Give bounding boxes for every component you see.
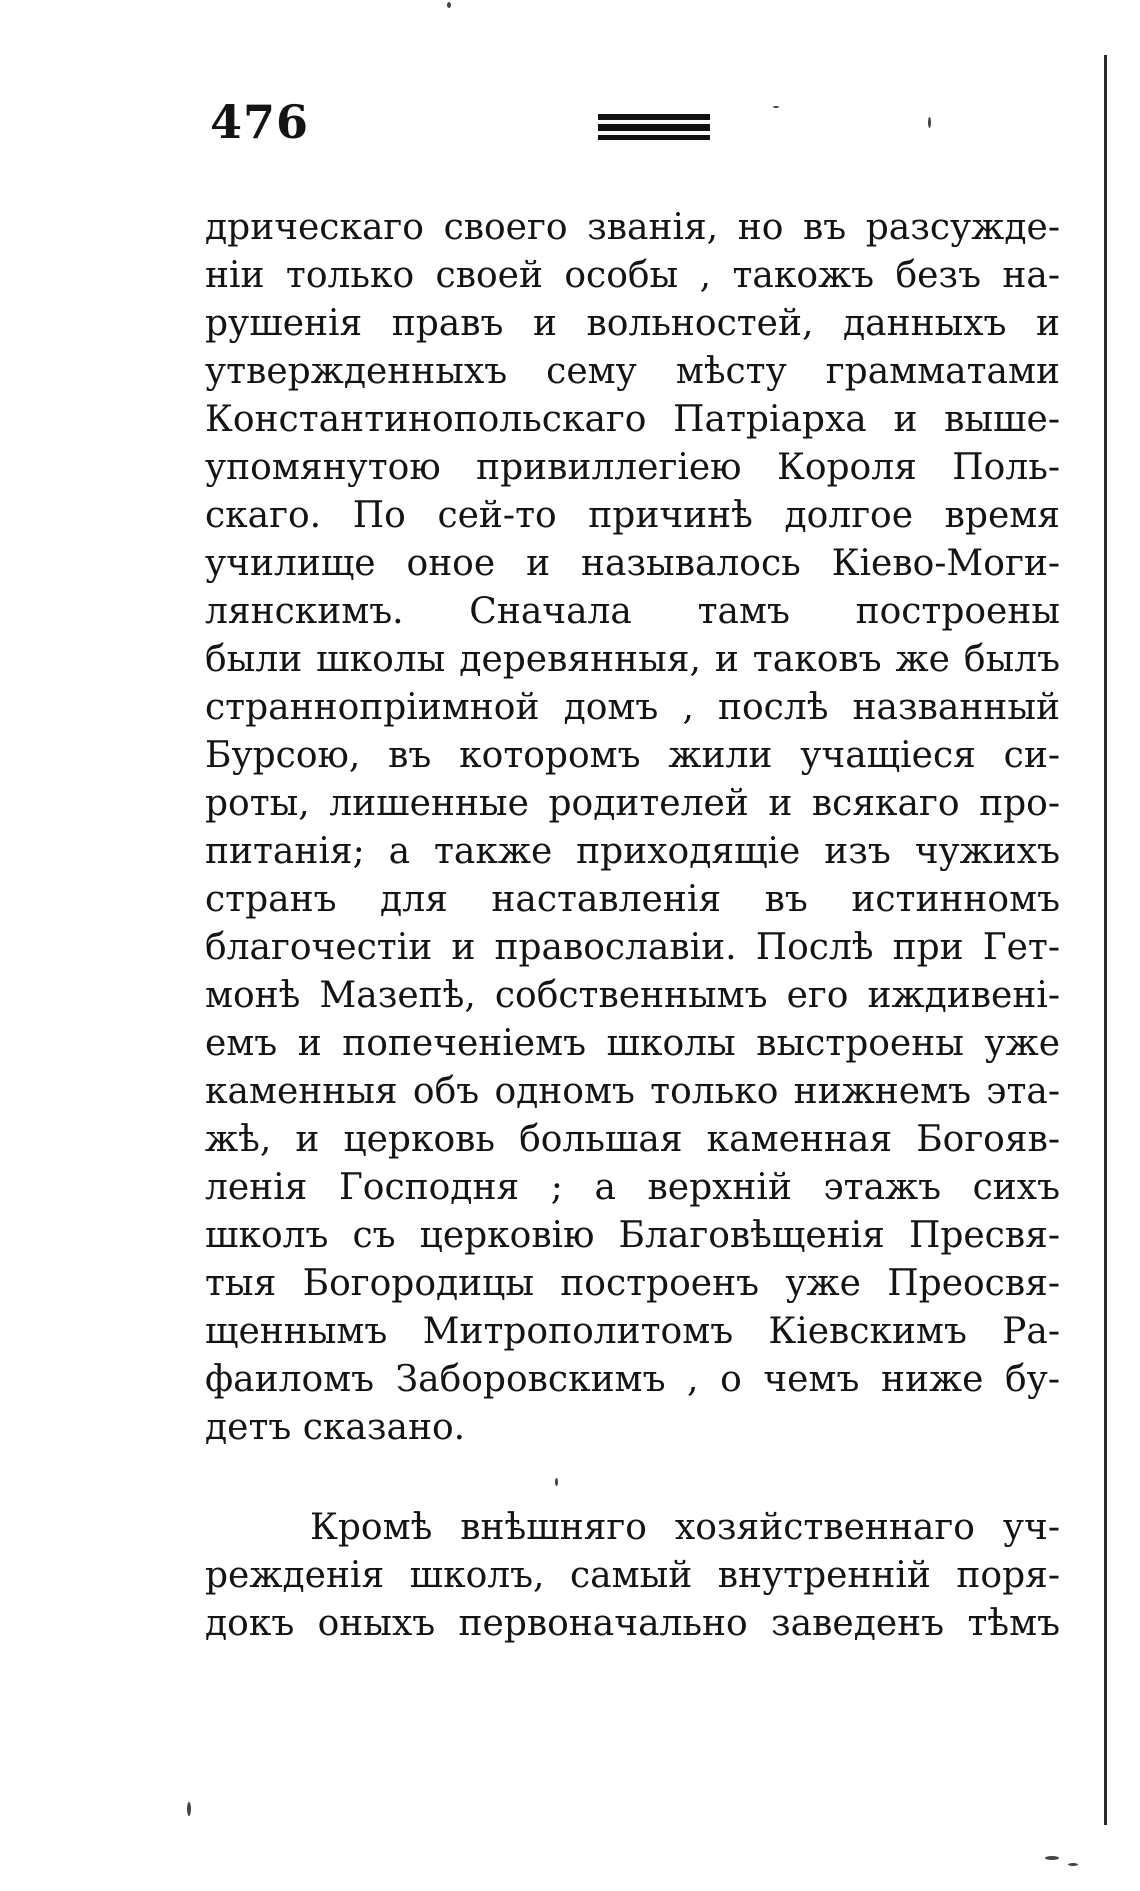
text-line: школъ съ церковію Благовѣщенія Пресвя- [205, 1215, 1060, 1256]
text-line: Бурсою, въ которомъ жили учащіеся си- [205, 735, 1060, 776]
text-line: детъ сказано. [205, 1407, 466, 1448]
text-line: щеннымъ Митрополитомъ Кіевскимъ Ра- [205, 1311, 1060, 1352]
scan-speck [773, 106, 779, 108]
page-number: 476 [210, 95, 310, 149]
page-edge-rule [1104, 55, 1107, 1825]
text-line: скаго. По сей-то причинѣ долгое время [205, 495, 1060, 536]
text-line: Кромѣ внѣшняго хозяйственнаго уч- [310, 1507, 1060, 1548]
text-line: дрическаго своего званія, но въ разсужде- [205, 207, 1060, 248]
scan-speck [1068, 1863, 1078, 1866]
scan-speck [928, 117, 931, 128]
text-line: ленія Господня ; а верхній этажъ сихъ [205, 1167, 1060, 1208]
ornament-bar [598, 135, 710, 140]
text-line: режденія школъ, самый внутренній поря- [205, 1555, 1060, 1596]
scan-speck [447, 2, 451, 8]
text-line: питанія; а также приходящіе изъ чужихъ [205, 831, 1060, 872]
text-line: докъ оныхъ первоначально заведенъ тѣмъ [205, 1603, 1060, 1644]
text-line: были школы деревянныя, и таковъ же былъ [205, 639, 1060, 680]
text-line: училище оное и называлось Кіево-Моги- [205, 543, 1060, 584]
text-line: монѣ Мазепѣ, собственнымъ его иждивені- [205, 975, 1060, 1016]
scan-speck [187, 1802, 191, 1816]
text-line: лянскимъ. Сначала тамъ построены [205, 591, 1060, 632]
text-line: рушенія правъ и вольностей, данныхъ и [205, 303, 1060, 344]
paragraph-2 [205, 1504, 1060, 1648]
scan-speck [1045, 1856, 1059, 1860]
text-line: упомянутою привиллегіею Короля Поль- [205, 447, 1060, 488]
ornament-bar [598, 114, 710, 120]
text-line: ніи только своей особы , такожъ безъ на- [205, 255, 1060, 296]
text-line: каменныя объ одномъ только нижнемъ эта- [205, 1071, 1060, 1112]
text-line: утвержденныхъ сему мѣсту грамматами [205, 351, 1060, 392]
text-line: емъ и попеченіемъ школы выстроены уже [205, 1023, 1060, 1064]
text-line: жѣ, и церковь большая каменная Богояв- [205, 1119, 1060, 1160]
header-ornament [598, 114, 710, 142]
text-line: тыя Богородицы построенъ уже Преосвя- [205, 1263, 1060, 1304]
scan-speck [555, 1478, 558, 1486]
text-line: фаиломъ Заборовскимъ , о чемъ ниже бу- [205, 1359, 1060, 1400]
text-line: Константинопольскаго Патріарха и выше- [205, 399, 1060, 440]
text-line: странъ для наставленія въ истинномъ [205, 879, 1060, 920]
text-line: благочестіи и православіи. Послѣ при Гет- [205, 927, 1060, 968]
text-line: страннопріимной домъ , послѣ названный [205, 687, 1060, 728]
paragraph-1 [205, 204, 1060, 1452]
text-line: роты, лишенные родителей и всякаго про- [205, 783, 1060, 824]
ornament-bar [598, 124, 710, 131]
